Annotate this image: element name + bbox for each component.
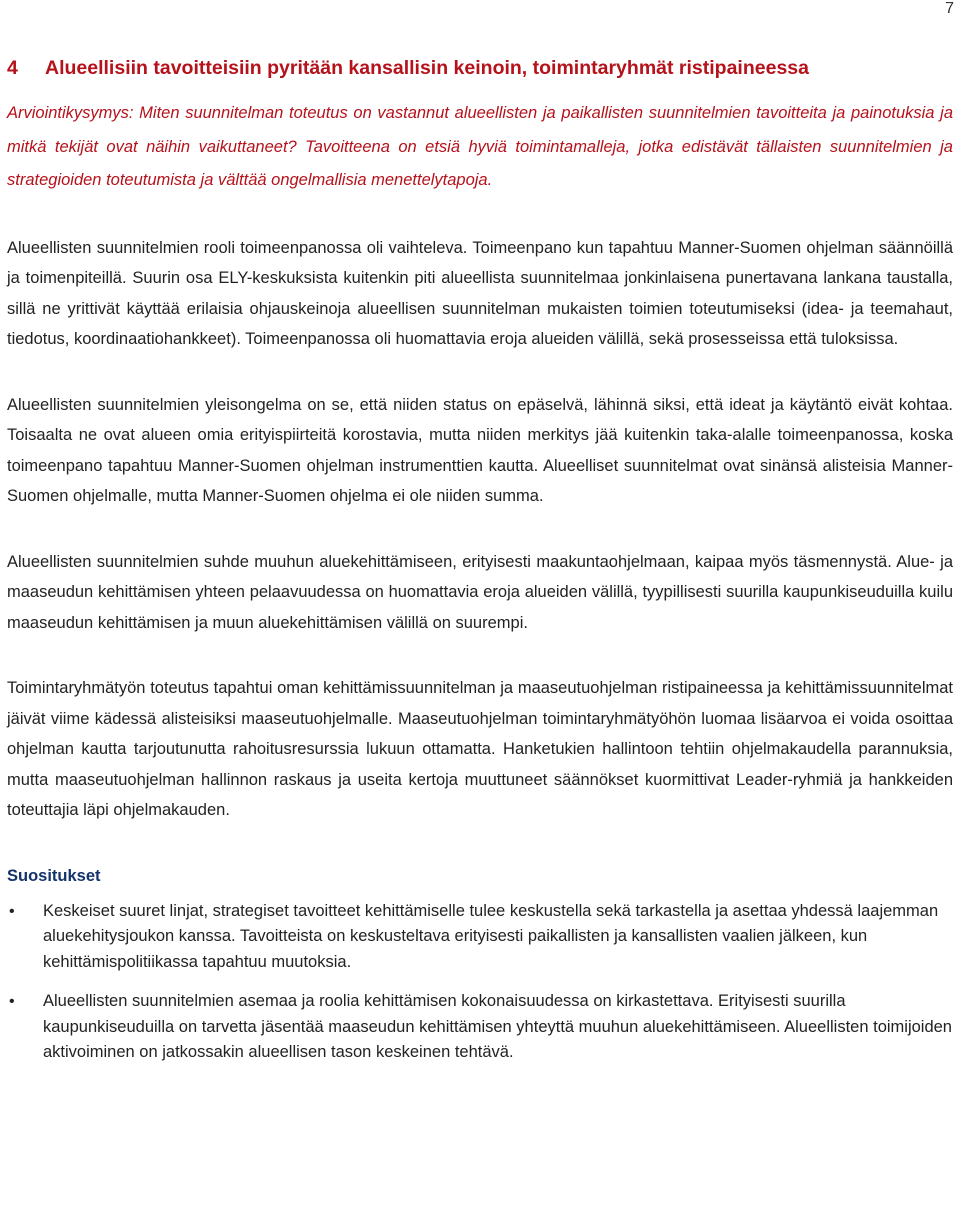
section-heading	[7, 52, 953, 84]
section-number: 4	[7, 57, 18, 79]
recommendation-text: Keskeiset suuret linjat, strategiset tavoitteet kehittämiselle tulee keskustella sekä tarkastella ja asettaa yhdessä laajemman aluekehitysjoukon kanssa. Tavoitteista on keskusteltava erityisesti paikallisten ja kansallisten vaalien jälkeen, kun kehittämispolitiikassa tapahtuu muutoksia.	[43, 901, 939, 971]
page-number: 7	[945, 0, 954, 17]
paragraph: Alueellisten suunnitelmien suhde muuhun aluekehittämiseen, erityisesti maakuntaohjelmaan, kaipaa myös täsmennystä. Alue- ja maaseudun kehittämisen yhteen pelaavuudessa on huomattavia eroja alueiden välillä, tyypillisesti suurilla kaupunkiseuduilla kuilu maaseudun kehittämisen ja muun aluekehittämisen välillä on suurempi.	[7, 552, 953, 632]
recommendations-list	[7, 899, 953, 1066]
paragraph: Toimintaryhmätyön toteutus tapahtui oman kehittämissuunnitelman ja maaseutuohjelman ristipaineessa ja kehittämissuunnitelmat jäivät viime kädessä alisteisiksi maaseutuohjelmalle. Maaseutuohjelman toimintaryhmätyöhön luomaa lisäarvoa ei voida osoittaa ohjelman kautta tarjoutunutta rahoitusresurssia lukuun ottamatta. Hanketukien hallintoon tehtiin ohjelmakaudella parannuksia, mutta maaseutuohjelman hallinnon raskaus ja useita kertoja muuttuneet säännökset kuormittivat Leader-ryhmiä ja hankkeiden toteuttajia läpi ohjelmakauden.	[7, 679, 953, 819]
document-body	[7, 52, 953, 1080]
paragraph: Alueellisten suunnitelmien yleisongelma on se, että niiden status on epäselvä, lähinnä siksi, että ideat ja käytäntö eivät kohtaa. Toisaalta ne ovat alueen omia erityispiirteitä korostavia, mutta niiden merkitys jää kuitenkin taka-alalle toimeenpanossa, koska toimeenpano tapahtuu Manner-Suomen ohjelman instrumenttien kautta. Alueelliset suunnitelmat ovat sinänsä alisteisia Manner-Suomen ohjelmalle, mutta Manner-Suomen ohjelma ei ole niiden summa.	[7, 395, 953, 505]
recommendation-text: Alueellisten suunnitelmien asemaa ja roolia kehittämisen kokonaisuudessa on kirkastettava. Erityisesti suurilla kaupunkiseuduilla on tarvetta jäsentää maaseudun kehittämisen yhteyttä muuhun aluekehittämiseen. Alueellisten toimijoiden aktivoiminen on jatkossakin alueellisen tason keskeinen tehtävä.	[43, 992, 952, 1061]
section-title: Alueellisiin tavoitteisiin pyritään kansallisin keinoin, toimintaryhmät ristipaineessa	[45, 57, 809, 79]
list-item	[7, 989, 953, 1066]
list-item	[7, 899, 953, 976]
evaluation-question: Arviointikysymys: Miten suunnitelman toteutus on vastannut alueellisten ja paikallisten suunnitelmien tavoitteita ja painotuksia ja mitkä tekijät ovat näihin vaikuttaneet? Tavoitteena on etsiä hyviä toimintamalleja, jotka edistävät tällaisten suunnitelmien ja strategioiden toteutumista ja välttää ongelmallisia menettelytapoja.	[7, 104, 953, 189]
paragraph: Alueellisten suunnitelmien rooli toimeenpanossa oli vaihteleva. Toimeenpano kun tapahtuu Manner-Suomen ohjelman säännöillä ja toimenpiteillä. Suurin osa ELY-keskuksista kuitenkin piti alueellista suunnitelmaa jonkinlaisena punertavana lankana taustalla, sillä ne yrittivät käyttää erilaisia ohjauskeinoja alueellisen suunnitelman mukaisten toimien toteutumiseksi (idea- ja teemahaut, tiedotus, koordinaatiohankkeet). Toimeenpanossa oli huomattavia eroja alueiden välillä, sekä prosesseissa että tuloksissa.	[7, 238, 953, 348]
bullet-icon: •	[9, 902, 15, 920]
recommendations-heading: Suositukset	[7, 866, 101, 885]
bullet-icon: •	[9, 993, 15, 1010]
